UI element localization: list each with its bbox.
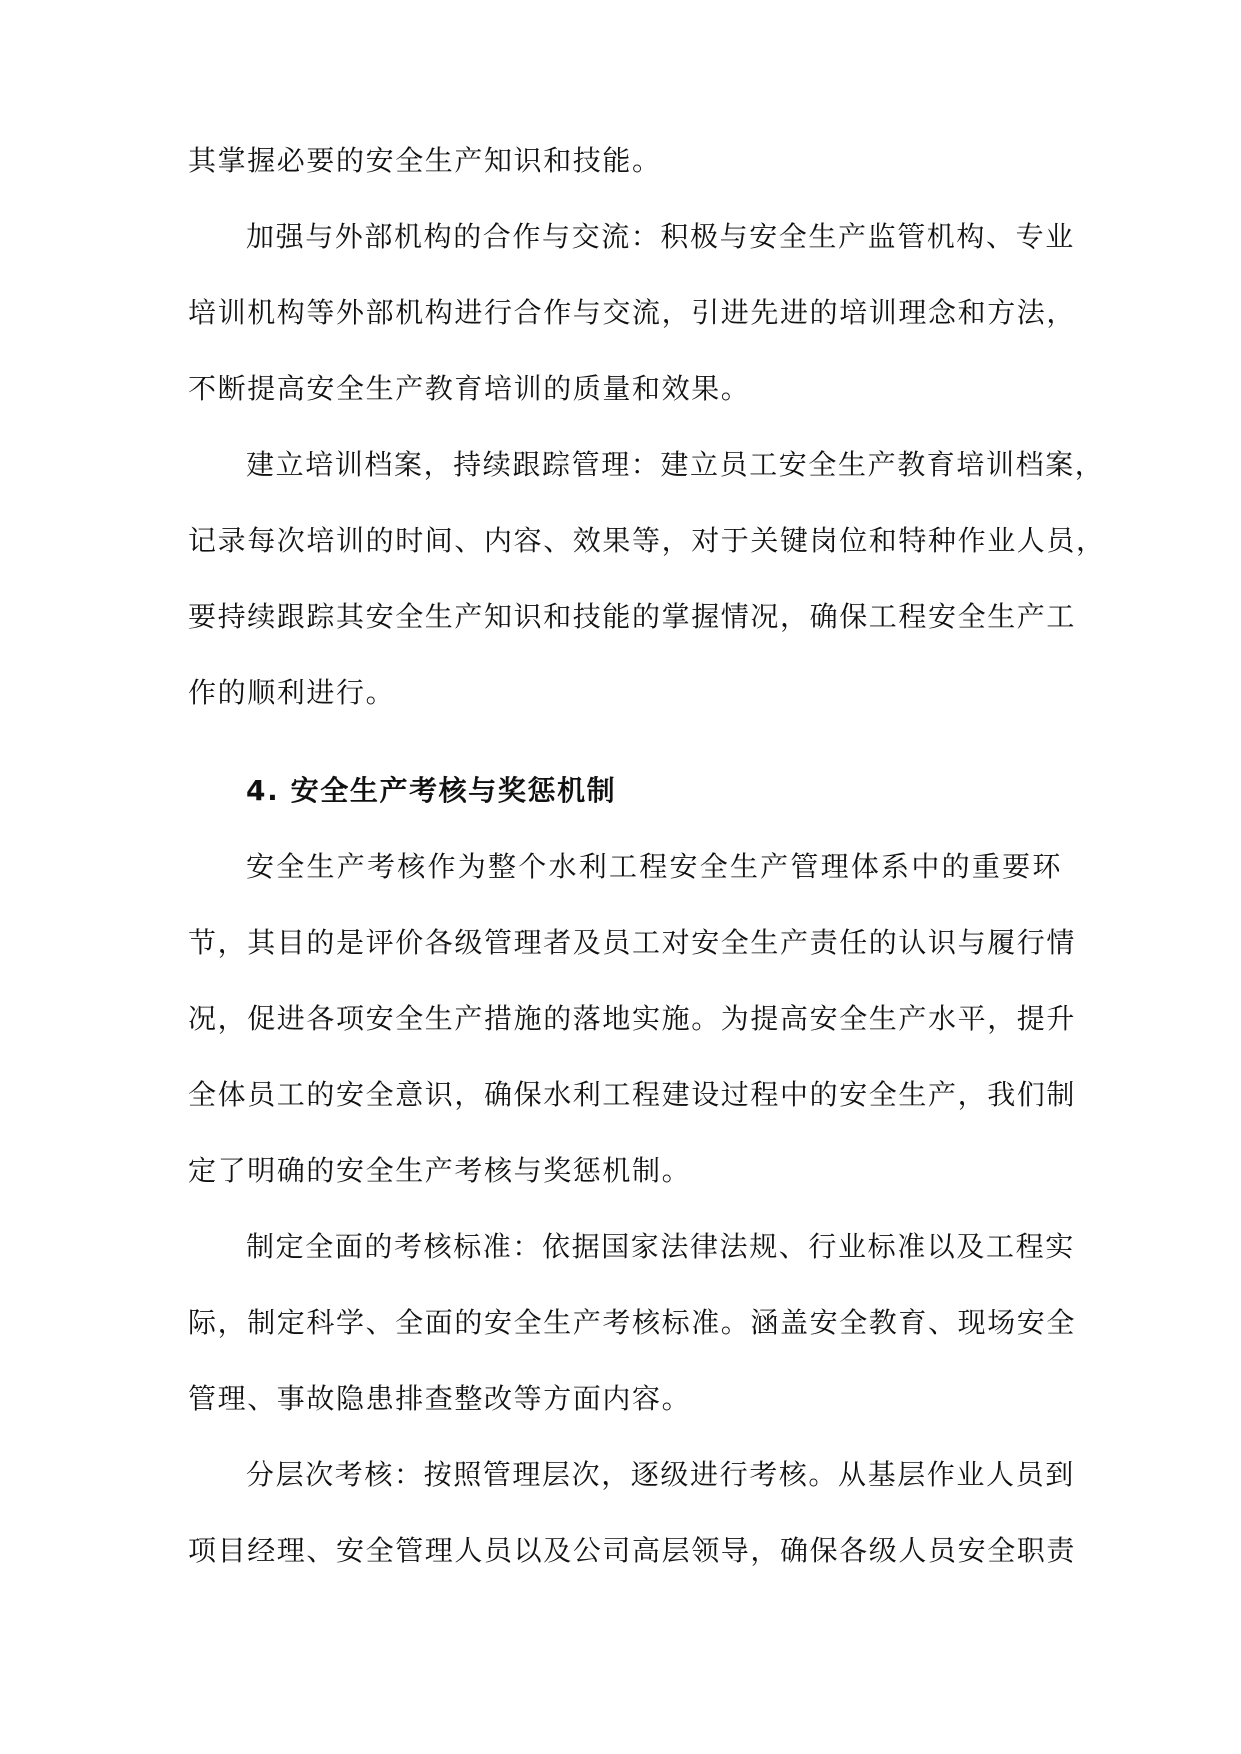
text-line: 管理、事故隐患排查整改等方面内容。 xyxy=(188,1382,692,1415)
text-line: 际，制定科学、全面的安全生产考核标准。涵盖安全教育、现场安全 xyxy=(188,1306,1077,1339)
text-line: 建立培训档案，持续跟踪管理：建立员工安全生产教育培训档案， xyxy=(246,448,1105,481)
text-line: 要持续跟踪其安全生产知识和技能的掌握情况，确保工程安全生产工 xyxy=(188,600,1077,633)
text-line: 不断提高安全生产教育培训的质量和效果。 xyxy=(188,372,751,405)
text-line: 定了明确的安全生产考核与奖惩机制。 xyxy=(188,1154,692,1187)
paragraph-continuation xyxy=(188,123,1062,199)
text-line: 记录每次培训的时间、内容、效果等，对于关键岗位和特种作业人员， xyxy=(188,524,1106,557)
paragraph-assessment-standards xyxy=(188,1209,1077,1437)
text-line: 全体员工的安全意识，确保水利工程建设过程中的安全生产，我们制 xyxy=(188,1078,1077,1111)
text-line: 安全生产考核作为整个水利工程安全生产管理体系中的重要环 xyxy=(246,850,1062,883)
paragraph-assessment-intro xyxy=(188,829,1077,1209)
text-line: 加强与外部机构的合作与交流：积极与安全生产监管机构、专业 xyxy=(246,220,1075,253)
document-page xyxy=(188,123,1106,1589)
text-line: 况，促进各项安全生产措施的落地实施。为提高安全生产水平，提升 xyxy=(188,1002,1077,1035)
text-line: 制定全面的考核标准：依据国家法律法规、行业标准以及工程实 xyxy=(246,1230,1075,1263)
paragraph-tiered-assessment xyxy=(188,1437,1077,1589)
paragraph-external-cooperation xyxy=(188,199,1077,427)
text-line: 分层次考核：按照管理层次，逐级进行考核。从基层作业人员到 xyxy=(246,1458,1075,1491)
text-line: 其掌握必要的安全生产知识和技能。 xyxy=(188,144,662,177)
text-line: 节，其目的是评价各级管理者及员工对安全生产责任的认识与履行情 xyxy=(188,926,1077,959)
paragraph-training-records xyxy=(188,427,1106,731)
text-line: 作的顺利进行。 xyxy=(188,676,396,709)
text-line: 培训机构等外部机构进行合作与交流，引进先进的培训理念和方法， xyxy=(188,296,1077,329)
text-line: 项目经理、安全管理人员以及公司高层领导，确保各级人员安全职责 xyxy=(188,1534,1077,1567)
section-heading: 4. 安全生产考核与奖惩机制 xyxy=(246,774,617,807)
